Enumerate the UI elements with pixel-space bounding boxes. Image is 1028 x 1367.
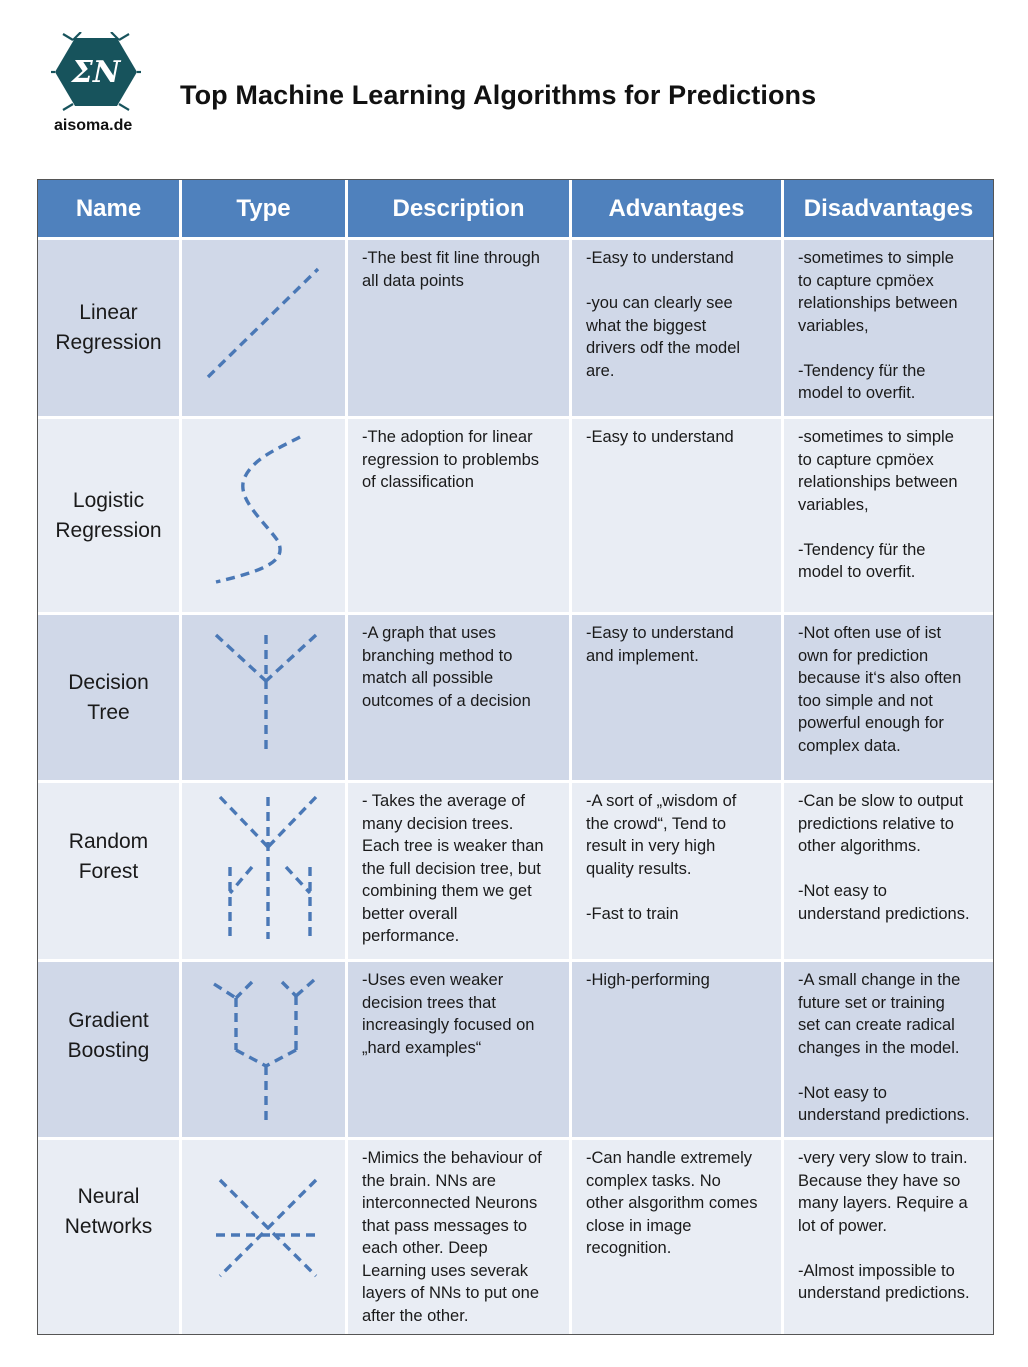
advantages-cell: -Easy to understand -you can clearly see what the biggest drivers odf the model are. [586, 249, 741, 380]
description-cell: -The best fit line through all data points [362, 249, 540, 290]
svg-text:ΣN: ΣN [71, 55, 121, 90]
boosting-tree-icon [182, 962, 345, 1137]
type-illustration [182, 783, 345, 959]
type-illustration [182, 419, 345, 612]
type-illustration [182, 962, 345, 1137]
algorithm-name: Gradient Boosting [67, 1008, 150, 1062]
disadvantages-cell: -A small change in the future set or training set can create radical changes in the model. -Not easy to understand predictions. [798, 971, 970, 1124]
type-illustration [182, 615, 345, 780]
advantages-cell: -A sort of „wisdom of the crowd“, Tend to result in very high quality results. -Fast to train [586, 792, 737, 923]
advantages-cell: -Easy to understand and implement. [586, 624, 734, 665]
disadvantages-cell: -sometimes to simple to capture cpmöex relationships between variables, -Tendency für the model to overfit. [798, 428, 958, 581]
disadvantages-cell: -sometimes to simple to capture cpmöex relationships between variables, -Tendency für the model to overfit. [798, 249, 958, 402]
table-row-logistic-regression [38, 419, 993, 612]
algorithm-name: Random Forest [68, 830, 149, 883]
table-row-gradient-boosting [38, 962, 993, 1137]
page-title: Top Machine Learning Algorithms for Predictions [180, 80, 817, 110]
header-advantages: Advantages [572, 180, 781, 237]
diagonal-line-icon [182, 240, 345, 416]
header-disadvantages: Disadvantages [784, 180, 993, 237]
tree-branch-icon [182, 615, 345, 780]
table-row-linear-regression [38, 240, 993, 416]
advantages-cell: -Easy to understand [586, 428, 734, 446]
description-cell: -The adoption for linear regression to problembs of classification [362, 428, 540, 491]
network-cross-icon [182, 1140, 345, 1334]
description-cell: -Uses even weaker decision trees that increasingly focused on „hard examples“ [362, 971, 535, 1057]
algorithm-name: Neural Networks [64, 1185, 153, 1238]
sigma-hexagon-logo-icon [51, 32, 141, 112]
algorithm-name: Linear Regression [55, 301, 162, 354]
s-curve-icon [182, 419, 345, 612]
algorithm-name: Logistic Regression [55, 488, 162, 542]
table-row-decision-tree [38, 615, 993, 780]
type-illustration [182, 240, 345, 416]
advantages-cell: -High-performing [586, 971, 710, 989]
algorithms-table [37, 179, 994, 1335]
description-cell: - Takes the average of many decision trees. Each tree is weaker than the full decision tree, but combining them we get better overall performance. [362, 792, 544, 945]
brand-caption: aisoma.de [54, 117, 133, 134]
type-illustration [182, 1140, 345, 1334]
description-cell: -Mimics the behaviour of the brain. NNs are interconnected Neurons that pass messages to each other. Deep Learning uses severak layers of NNs to put one after the other. [362, 1149, 542, 1325]
header-description: Description [348, 180, 569, 237]
disadvantages-cell: -very very slow to train. Because they have so many layers. Require a lot of power. -Almost impossible to understand predictions. [798, 1149, 970, 1302]
table-row-random-forest [38, 783, 993, 959]
forest-branches-icon [182, 783, 345, 959]
disadvantages-cell: -Not often use of ist own for prediction because it‘s also often too simple and not powerful enough for complex data. [798, 624, 962, 755]
advantages-cell: -Can handle extremely complex tasks. No other alsgorithm comes close in image recognition. [586, 1149, 758, 1257]
table-row-neural-networks [38, 1140, 993, 1334]
header-name: Name [38, 180, 179, 237]
algorithm-name: Decision Tree [68, 670, 149, 724]
header-type: Type [182, 180, 345, 237]
description-cell: -A graph that uses branching method to match all possible outcomes of a decision [362, 624, 531, 710]
disadvantages-cell: -Can be slow to output predictions relative to other algorithms. -Not easy to understand predictions. [798, 792, 970, 923]
brand-logo [51, 32, 141, 112]
